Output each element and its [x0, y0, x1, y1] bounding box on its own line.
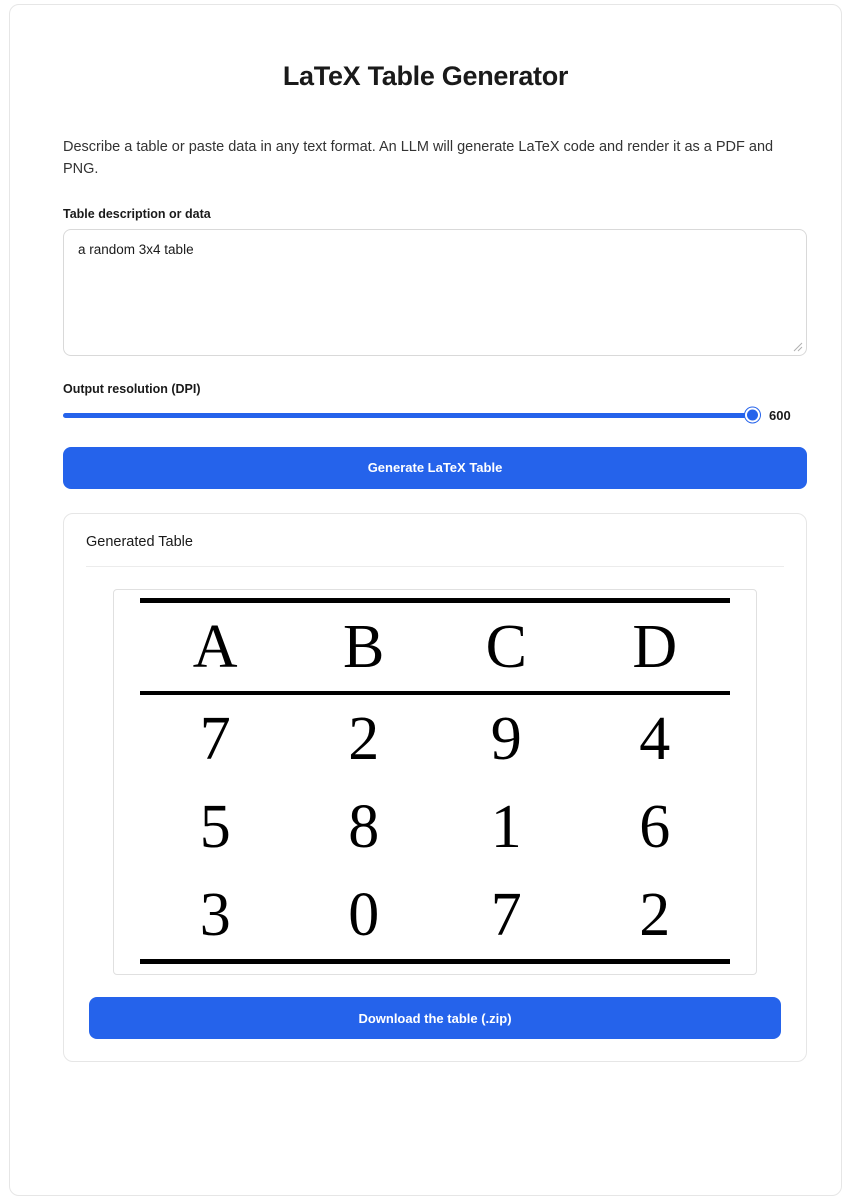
description-label: Table description or data: [63, 206, 211, 221]
table-row: [138, 871, 732, 959]
dpi-slider-thumb[interactable]: [745, 408, 760, 423]
description-input[interactable]: [64, 230, 806, 355]
table-cell: 1: [490, 793, 522, 861]
divider: [86, 566, 784, 567]
table-header-cell: B: [343, 612, 385, 681]
table-bottomrule: [138, 959, 732, 964]
intro-text: Describe a table or paste data in any text format. An LLM will generate LaTeX code and render it as a PDF and PNG.: [63, 139, 774, 178]
dpi-slider-row[interactable]: [63, 408, 807, 423]
rendered-table-image: [113, 589, 757, 975]
description-input-wrapper[interactable]: [63, 229, 807, 356]
table-cell: 5: [199, 793, 231, 861]
table-cell: 3: [199, 881, 231, 950]
app-card: [9, 4, 842, 1196]
table-cell: 2: [348, 704, 380, 773]
latex-table: [138, 598, 732, 964]
table-header-row: [138, 603, 732, 691]
resize-handle-icon[interactable]: [793, 342, 803, 352]
table-cell: 6: [639, 793, 671, 861]
table-cell: 8: [348, 793, 380, 861]
dpi-slider-track[interactable]: [63, 413, 753, 418]
table-cell: 0: [348, 881, 380, 950]
table-cell: 2: [639, 881, 671, 950]
table-cell: 7: [199, 704, 231, 773]
table-cell: 4: [639, 704, 671, 773]
table-header-cell: A: [192, 612, 238, 681]
dpi-label: Output resolution (DPI): [63, 381, 201, 396]
table-header-cell: C: [485, 612, 527, 681]
generated-table-card: [63, 513, 807, 1062]
page-title: LaTeX Table Generator: [282, 61, 569, 91]
generated-table-title: Generated Table: [86, 533, 193, 550]
table-header-cell: D: [632, 612, 678, 681]
table-cell: 9: [490, 704, 522, 773]
table-cell: 7: [490, 881, 522, 950]
download-button[interactable]: Download the table (.zip): [89, 997, 781, 1039]
dpi-value: 600: [769, 407, 791, 423]
generate-button[interactable]: Generate LaTeX Table: [63, 447, 807, 489]
table-row: [138, 695, 732, 783]
table-row: [138, 783, 732, 871]
